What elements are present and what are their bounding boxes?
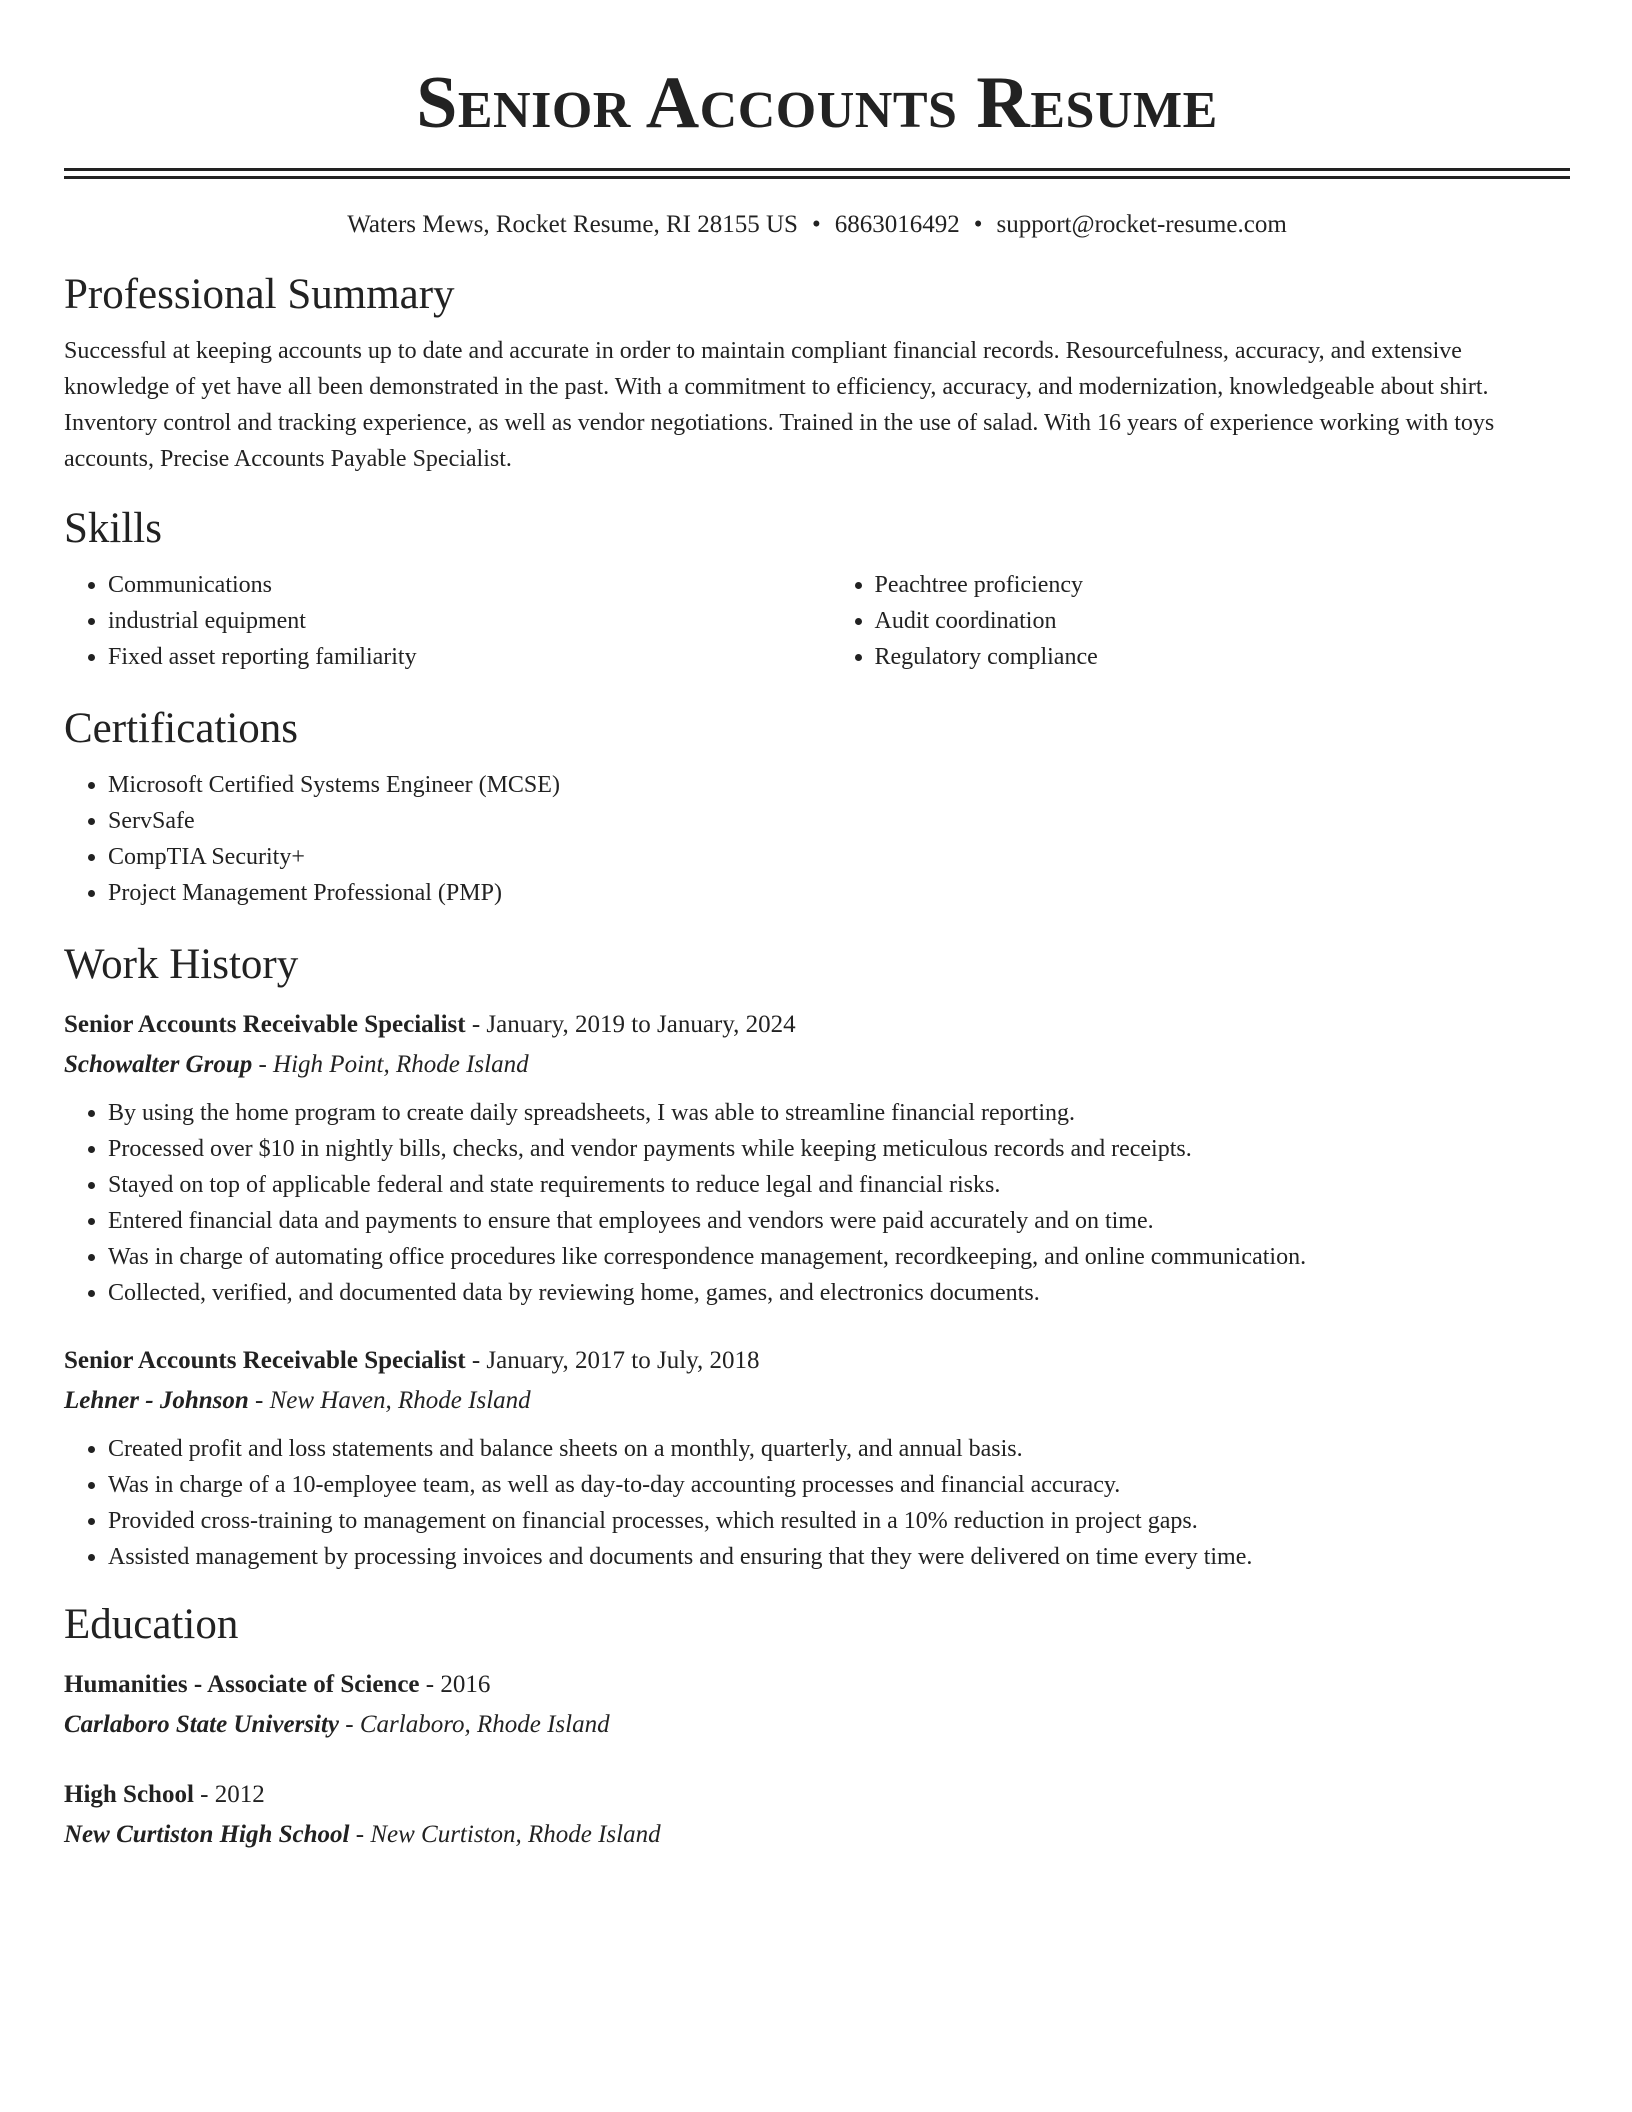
skills-column-right bbox=[804, 567, 1571, 675]
certification-item: • ServSafe bbox=[108, 803, 1570, 839]
education-header bbox=[64, 1665, 1570, 1705]
education-entry bbox=[64, 1775, 1570, 1855]
certifications-heading: Certifications bbox=[64, 705, 299, 752]
job-title: Senior Accounts Receivable Specialist bbox=[64, 1011, 466, 1038]
contact-separator: • bbox=[811, 211, 821, 238]
job-bullet: • Provided cross-training to management on financial processes, which resulted in a 10% reduction in project gaps. bbox=[108, 1503, 1570, 1539]
education-section bbox=[64, 1599, 1570, 1855]
job-bullet: • Collected, verified, and documented data by reviewing home, games, and electronics documents. bbox=[108, 1275, 1570, 1311]
resume-title: Senior Accounts Resume bbox=[416, 62, 1218, 144]
work-history-heading: Work History bbox=[64, 941, 299, 988]
title-divider bbox=[64, 168, 1570, 179]
skills-heading: Skills bbox=[64, 505, 162, 552]
skill-item: • Communications bbox=[108, 567, 804, 603]
job-bullet: • Created profit and loss statements and balance sheets on a monthly, quarterly, and annual basis. bbox=[108, 1431, 1570, 1467]
skill-item: • Regulatory compliance bbox=[875, 639, 1571, 675]
summary-text: Successful at keeping accounts up to date and accurate in order to maintain compliant financial records. Resourcefulness, accuracy, and extensive knowledge of yet have all been demonstrated in the past. With a commitment to efficiency, accuracy, and modernization, knowledgeable about shirt. Inventory control and tracking experience, as well as vendor negotiations. Trained in the use of salad. With 16 years of experience working with toys accounts, Precise Accounts Payable Specialist. bbox=[64, 338, 1495, 472]
job-bullet: • Stayed on top of applicable federal and state requirements to reduce legal and financial risks. bbox=[108, 1167, 1570, 1203]
education-school: Carlaboro State University bbox=[64, 1711, 340, 1738]
skill-item: • Fixed asset reporting familiarity bbox=[108, 639, 804, 675]
job-entry bbox=[64, 1005, 1570, 1311]
job-company: Schowalter Group bbox=[64, 1051, 253, 1078]
skill-item: • Peachtree proficiency bbox=[875, 567, 1571, 603]
skills-column-left bbox=[64, 567, 804, 675]
job-title: Senior Accounts Receivable Specialist bbox=[64, 1347, 466, 1374]
education-school-line bbox=[64, 1705, 1570, 1745]
job-bullet: • Was in charge of automating office procedures like correspondence management, recordkeeping, and online communication. bbox=[108, 1239, 1570, 1275]
job-location: - High Point, Rhode Island bbox=[252, 1051, 529, 1078]
education-year: - 2012 bbox=[193, 1781, 265, 1808]
certifications-section bbox=[64, 703, 1570, 911]
education-degree: Humanities - Associate of Science bbox=[64, 1671, 420, 1698]
job-dates: - January, 2019 to January, 2024 bbox=[465, 1011, 796, 1038]
contact-phone: 6863016492 bbox=[834, 211, 960, 238]
skill-item: • Audit coordination bbox=[875, 603, 1571, 639]
skill-item: • industrial equipment bbox=[108, 603, 804, 639]
job-bullet: • Assisted management by processing invoices and documents and ensuring that they were delivered on time every time. bbox=[108, 1539, 1570, 1575]
skills-section bbox=[64, 503, 1570, 675]
education-degree: High School bbox=[64, 1781, 194, 1808]
education-school-line bbox=[64, 1815, 1570, 1855]
job-bullets bbox=[64, 1095, 1570, 1311]
summary-heading: Professional Summary bbox=[64, 271, 455, 318]
job-company: Lehner - Johnson bbox=[64, 1387, 249, 1414]
summary-section bbox=[64, 269, 1570, 477]
job-header bbox=[64, 1005, 1570, 1045]
certification-item: • Microsoft Certified Systems Engineer (MCSE) bbox=[108, 767, 1570, 803]
contact-separator: • bbox=[973, 211, 983, 238]
certification-item: • CompTIA Security+ bbox=[108, 839, 1570, 875]
contact-email: support@rocket-resume.com bbox=[996, 211, 1287, 238]
education-year: - 2016 bbox=[419, 1671, 491, 1698]
education-header bbox=[64, 1775, 1570, 1815]
job-bullet: • Processed over $10 in nightly bills, checks, and vendor payments while keeping meticulous records and receipts. bbox=[108, 1131, 1570, 1167]
education-heading: Education bbox=[64, 1601, 239, 1648]
job-bullet: • Was in charge of a 10-employee team, as well as day-to-day accounting processes and financial accuracy. bbox=[108, 1467, 1570, 1503]
certifications-list bbox=[64, 767, 1570, 911]
education-entry bbox=[64, 1665, 1570, 1745]
education-location: - Carlaboro, Rhode Island bbox=[339, 1711, 610, 1738]
job-dates: - January, 2017 to July, 2018 bbox=[465, 1347, 760, 1374]
resume-page bbox=[64, 0, 1570, 1855]
job-entry bbox=[64, 1341, 1570, 1575]
job-employer bbox=[64, 1045, 1570, 1085]
job-bullet: • Entered financial data and payments to ensure that employees and vendors were paid accurately and on time. bbox=[108, 1203, 1570, 1239]
job-employer bbox=[64, 1381, 1570, 1421]
job-location: - New Haven, Rhode Island bbox=[248, 1387, 531, 1414]
education-school: New Curtiston High School bbox=[64, 1821, 350, 1848]
work-history-section bbox=[64, 939, 1570, 1575]
contact-line bbox=[64, 209, 1570, 241]
job-header bbox=[64, 1341, 1570, 1381]
skills-columns bbox=[64, 567, 1570, 675]
job-bullet: • By using the home program to create daily spreadsheets, I was able to streamline financial reporting. bbox=[108, 1095, 1570, 1131]
contact-address: Waters Mews, Rocket Resume, RI 28155 US bbox=[347, 211, 798, 238]
certification-item: • Project Management Professional (PMP) bbox=[108, 875, 1570, 911]
job-bullets bbox=[64, 1431, 1570, 1575]
education-location: - New Curtiston, Rhode Island bbox=[349, 1821, 661, 1848]
